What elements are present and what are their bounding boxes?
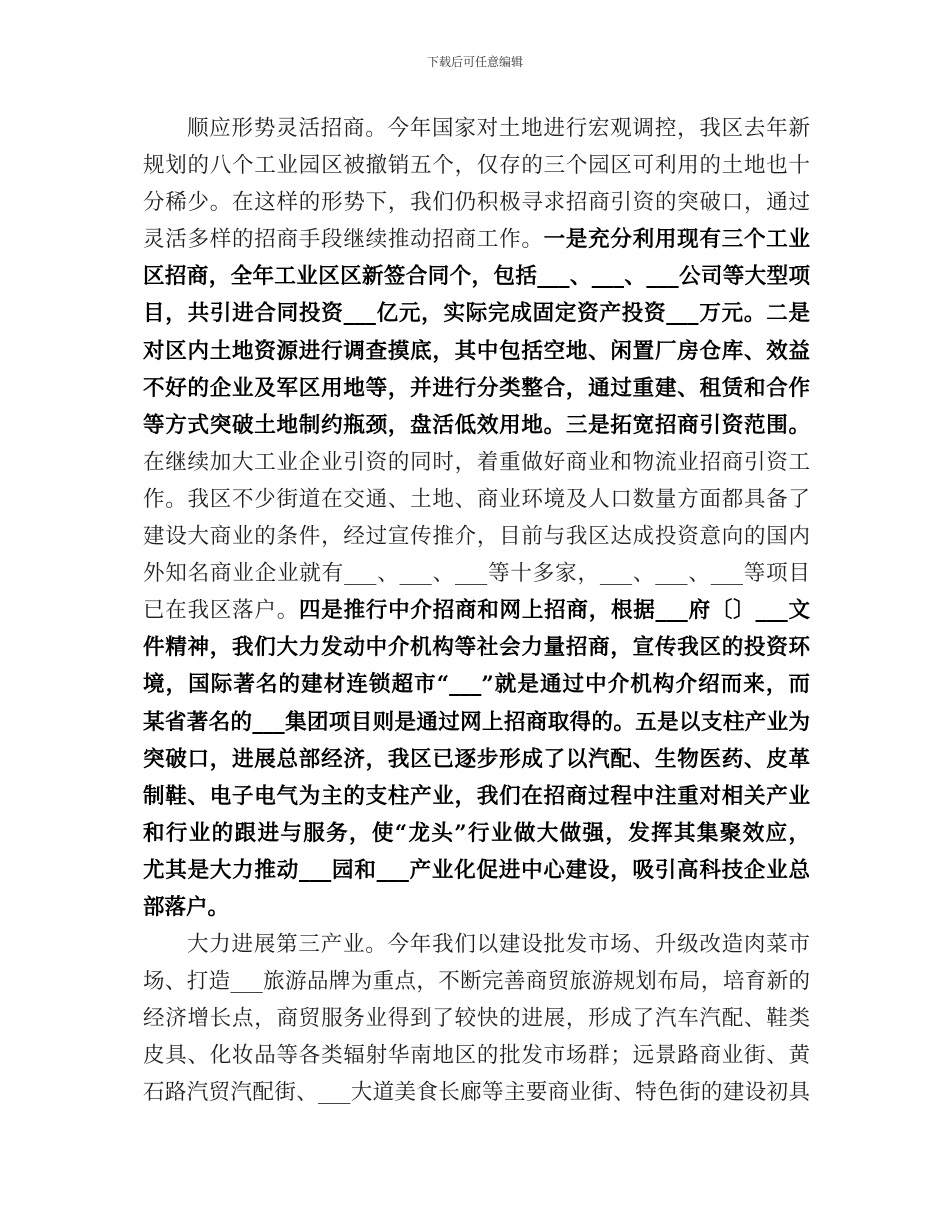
- bold-text-run: 四是推行中介招商和网上招商，根据___府〔〕___文: [299, 598, 810, 624]
- bold-text-run: 一是充分利用现有三个工业: [543, 227, 810, 253]
- text-line: [143, 518, 810, 555]
- bold-text-run: 某省著名的___集团项目则是通过网上招商取得的。五是以支柱产业为: [143, 709, 810, 735]
- text-line: [143, 1000, 810, 1037]
- text-run: 在继续加大工业企业引资的同时，着重做好商业和物流业招商引资工: [143, 449, 810, 475]
- text-run: 分稀少。在这样的形势下，我们仍积极寻求招商引资的突破口，通过: [143, 190, 810, 216]
- text-run: 石路汽贸汽配街、___大道美食长廊等主要商业街、特色街的建设初具: [143, 1080, 810, 1106]
- text-line: [143, 258, 810, 295]
- bold-text-run: 和行业的跟进与服务，使“龙头”行业做大做强，发挥其集聚效应，: [143, 820, 810, 846]
- text-line: [143, 1074, 810, 1111]
- text-run: 大力进展第三产业。今年我们以建设批发市场、升级改造肉菜市: [187, 932, 810, 958]
- bold-text-run: 尤其是大力推动___园和___产业化促进中心建设，吸引高科技企业总: [143, 857, 810, 883]
- text-line: [143, 815, 810, 852]
- text-line: [143, 184, 810, 221]
- text-line: [143, 555, 810, 592]
- paragraph-tertiary-industry: [143, 926, 810, 1111]
- text-line: [143, 926, 810, 963]
- bold-text-run: 等方式突破土地制约瓶颈，盘活低效用地。三是拓宽招商引资范围。: [143, 412, 810, 438]
- text-line: [143, 370, 810, 407]
- document-body: [143, 110, 810, 1112]
- text-run: 皮具、化妆品等各类辐射华南地区的批发市场群；远景路商业街、黄: [143, 1043, 810, 1069]
- bold-text-run: 区招商，全年工业区区新签合同个，包括___、___、___公司等大型项: [143, 264, 810, 290]
- text-line: [143, 147, 810, 184]
- text-line: [143, 741, 810, 778]
- text-run: 经济增长点，商贸服务业得到了较快的进展，形成了汽车汽配、鞋类: [143, 1006, 810, 1032]
- text-line: [143, 666, 810, 703]
- text-line: [143, 592, 810, 629]
- text-line: [143, 407, 810, 444]
- text-run: 已在我区落户。: [143, 598, 299, 624]
- text-line: [143, 629, 810, 666]
- paragraph-investment: [143, 110, 810, 926]
- text-line: [143, 889, 810, 926]
- text-line: [143, 852, 810, 889]
- bold-text-run: 对区内土地资源进行调查摸底，其中包括空地、闲置厂房仓库、效益: [143, 338, 810, 364]
- text-run: 场、打造___旅游品牌为重点，不断完善商贸旅游规划布局，培育新的: [143, 969, 810, 995]
- text-run: 建设大商业的条件，经过宣传推介，目前与我区达成投资意向的国内: [143, 524, 810, 550]
- bold-text-run: 境，国际著名的建材连锁超市“___”就是通过中介机构介绍而来，而: [143, 672, 810, 698]
- bold-text-run: 不好的企业及军区用地等，并进行分类整合，通过重建、租赁和合作: [143, 375, 810, 401]
- text-line: [143, 778, 810, 815]
- page-header-note: 下载后可任意编辑: [426, 55, 523, 69]
- text-run: 灵活多样的招商手段继续推动招商工作。: [143, 227, 544, 253]
- text-line: [143, 110, 810, 147]
- text-line: [143, 444, 810, 481]
- bold-text-run: 件精神，我们大力发动中介机构等社会力量招商，宣传我区的投资环: [143, 635, 810, 661]
- text-line: [143, 295, 810, 332]
- text-line: [143, 963, 810, 1000]
- bold-text-run: 部落户。: [143, 894, 230, 920]
- text-run: 顺应形势灵活招商。今年国家对土地进行宏观调控，我区去年新: [187, 116, 810, 141]
- text-line: [143, 704, 810, 741]
- text-line: [143, 1037, 810, 1074]
- bold-text-run: 突破口，进展总部经济，我区已逐步形成了以汽配、生物医药、皮革: [143, 746, 810, 772]
- text-line: [143, 333, 810, 370]
- bold-text-run: 制鞋、电子电气为主的支柱产业，我们在招商过程中注重对相关产业: [143, 783, 810, 809]
- text-run: 规划的八个工业园区被撤销五个，仅存的三个园区可利用的土地也十: [143, 153, 810, 179]
- text-line: [143, 481, 810, 518]
- bold-text-run: 目，共引进合同投资___亿元，实际完成固定资产投资___万元。二是: [143, 301, 810, 327]
- text-run: 外知名商业企业就有___、___、___等十多家，___、___、___等项目: [143, 561, 810, 587]
- text-run: 作。我区不少街道在交通、土地、商业环境及人口数量方面都具备了: [143, 486, 810, 512]
- text-line: [143, 221, 810, 258]
